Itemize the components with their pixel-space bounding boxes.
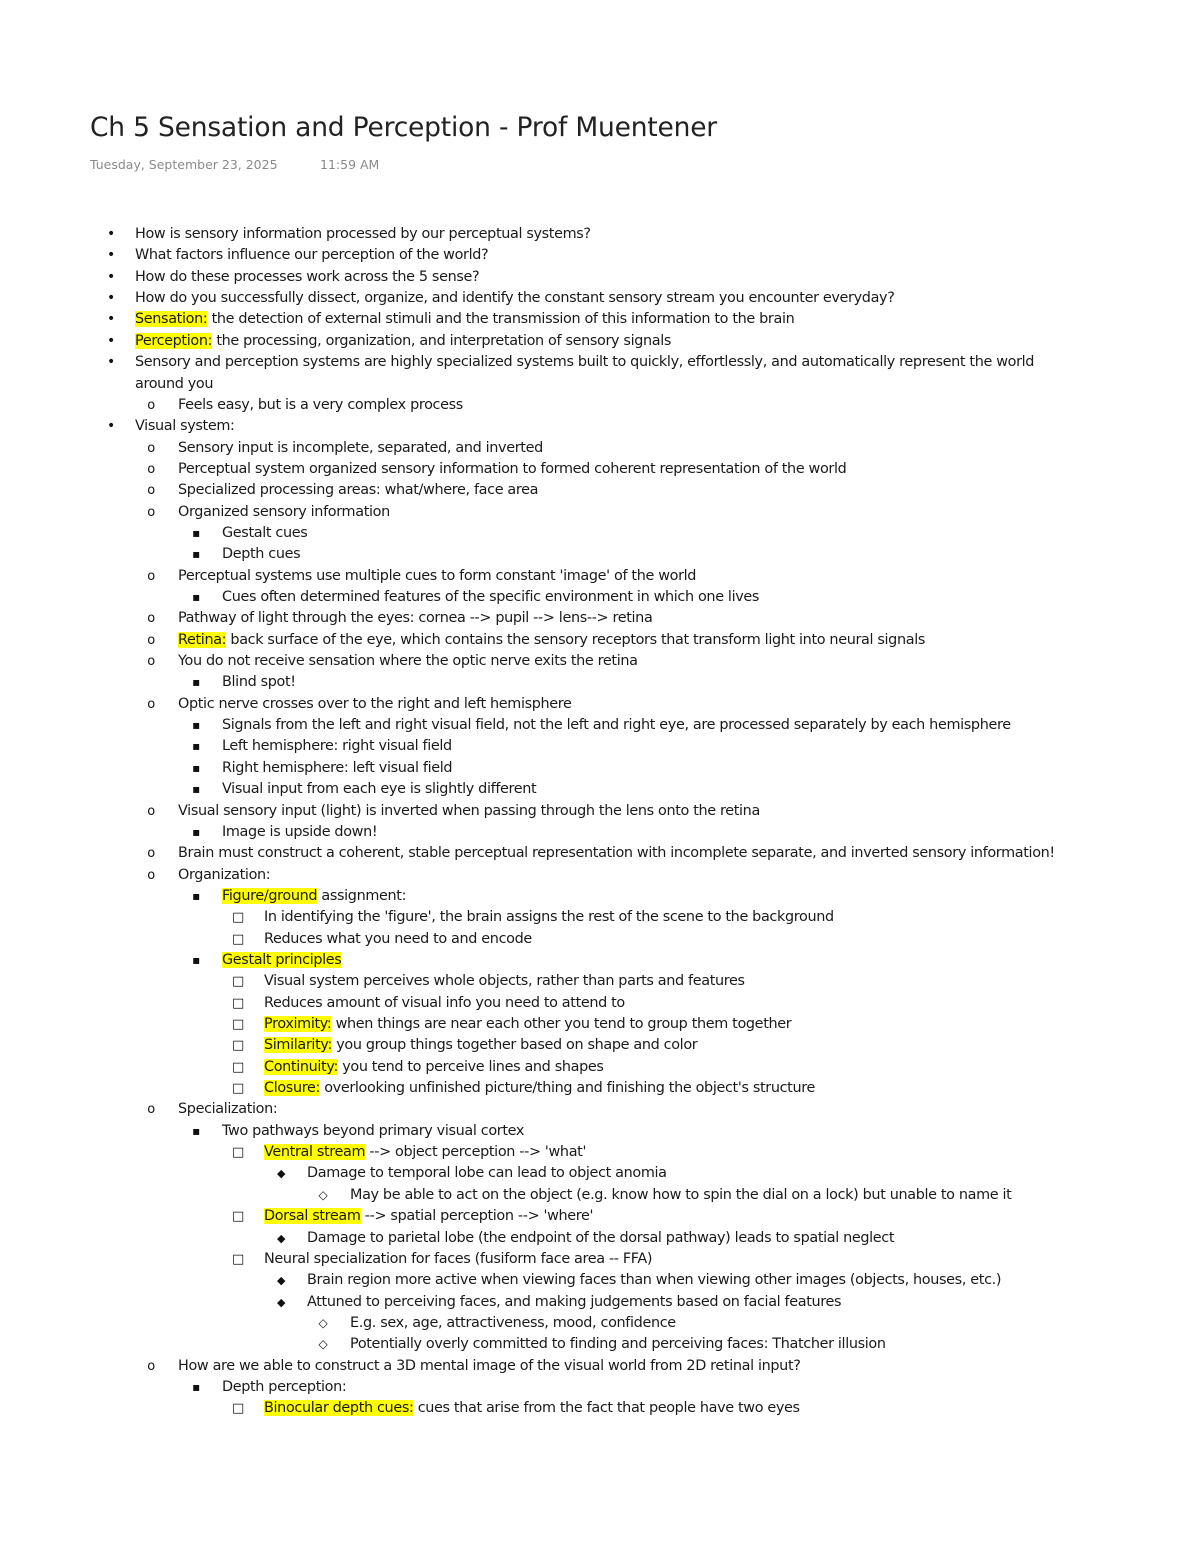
outline-text-body: --> spatial perception --> 'where' xyxy=(360,1208,594,1225)
outline-text-body: Perceptual systems use multiple cues to form constant 'image' of the world xyxy=(178,567,697,584)
outline-item xyxy=(0,930,1200,948)
bullet-circle-icon xyxy=(144,460,158,479)
highlighted-term: Binocular depth cues: xyxy=(264,1400,414,1417)
outline-text-body: Brain region more active when viewing faces than when viewing other images (objects, houses, etc.) xyxy=(307,1272,1002,1289)
outline-item xyxy=(0,1399,1200,1417)
page-time: 11:59 AM xyxy=(320,157,380,172)
outline-item xyxy=(0,375,1200,393)
outline-text xyxy=(178,1100,277,1118)
bullet-disc-icon xyxy=(104,310,118,328)
outline-text xyxy=(178,567,696,585)
outline-text xyxy=(350,1335,886,1353)
highlighted-term: Gestalt principles xyxy=(222,951,342,968)
bullet-diamond-icon xyxy=(274,1271,288,1290)
outline-text-body: How are we able to construct a 3D mental image of the visual world from 2D retinal input? xyxy=(178,1357,801,1374)
outline-text xyxy=(178,631,925,649)
outline-text-body: Left hemisphere: right visual field xyxy=(222,738,452,755)
outline-text xyxy=(135,246,488,264)
bullet-box-icon xyxy=(231,908,245,927)
outline-item xyxy=(0,524,1200,542)
outline-text xyxy=(350,1186,1011,1204)
outline-text xyxy=(178,652,638,670)
bullet-disc-icon xyxy=(104,353,118,371)
bullet-box-icon xyxy=(231,1036,245,1055)
outline-item xyxy=(0,972,1200,990)
outline-item xyxy=(0,460,1200,478)
outline-item xyxy=(0,844,1200,862)
outline-item xyxy=(0,695,1200,713)
outline-text-body: Damage to temporal lobe can lead to object anomia xyxy=(307,1165,667,1182)
highlighted-term: Figure/ground xyxy=(222,887,318,904)
bullet-square-icon xyxy=(189,1378,203,1396)
outline-text xyxy=(307,1164,667,1182)
note-body[interactable] xyxy=(0,225,1200,1435)
outline-text-body: E.g. sex, age, attractiveness, mood, confidence xyxy=(350,1314,676,1331)
outline-text-body: You do not receive sensation where the optic nerve exits the retina xyxy=(178,653,638,669)
outline-text-body: when things are near each other you tend to group them together xyxy=(331,1016,792,1032)
outline-text xyxy=(222,887,406,905)
outline-text-body: Blind spot! xyxy=(222,674,296,691)
outline-text-body: How is sensory information processed by our perceptual systems? xyxy=(135,226,591,242)
outline-text-body: Brain must construct a coherent, stable perceptual representation with incomplete separate, and inverted sensory information! xyxy=(178,845,1055,862)
bullet-square-icon xyxy=(189,780,203,798)
outline-item xyxy=(0,631,1200,649)
outline-item xyxy=(0,503,1200,521)
outline-text-body: Pathway of light through the eyes: cornea --> pupil --> lens--> retina xyxy=(178,610,653,627)
outline-text xyxy=(135,289,895,307)
bullet-circle-icon xyxy=(144,503,158,522)
outline-text-body: Feels easy, but is a very complex process xyxy=(178,396,463,413)
bullet-circle-icon xyxy=(144,609,158,628)
bullet-disc-icon xyxy=(104,417,118,435)
outline-text-body: Specialized processing areas: what/where, face area xyxy=(178,482,539,499)
outline-text-body: Perceptual system organized sensory information to formed coherent representation of the world xyxy=(178,460,847,477)
outline-text-body: Depth cues xyxy=(222,546,301,563)
page-timestamp xyxy=(90,157,380,172)
outline-text xyxy=(178,1357,801,1375)
outline-text-body: Neural specialization for faces (fusiform face area -- FFA) xyxy=(264,1250,653,1267)
bullet-square-icon xyxy=(189,588,203,606)
outline-text xyxy=(222,545,300,563)
outline-item xyxy=(0,268,1200,286)
highlighted-term: Ventral stream xyxy=(264,1144,366,1161)
bullet-disc-icon xyxy=(104,268,118,286)
outline-item xyxy=(0,1335,1200,1353)
outline-text-body: Two pathways beyond primary visual cortex xyxy=(222,1122,525,1139)
outline-text xyxy=(264,1399,800,1417)
outline-text-body: assignment: xyxy=(317,887,407,904)
outline-item xyxy=(0,1122,1200,1140)
outline-text-body: Visual sensory input (light) is inverted when passing through the lens onto the retina xyxy=(178,802,760,819)
outline-text xyxy=(135,332,671,350)
outline-text xyxy=(135,225,591,243)
outline-item xyxy=(0,951,1200,969)
highlighted-term: Continuity: xyxy=(264,1058,338,1075)
bullet-circle-icon xyxy=(144,631,158,650)
bullet-disc-icon xyxy=(104,246,118,264)
outline-text-body: How do you successfully dissect, organize, and identify the constant sensory stream you encounter everyday? xyxy=(135,290,895,307)
outline-text-body: What factors influence our perception of the world? xyxy=(135,247,489,264)
outline-item xyxy=(0,417,1200,435)
bullet-disc-icon xyxy=(104,332,118,350)
outline-text xyxy=(264,994,625,1012)
outline-text-body: Depth perception: xyxy=(222,1378,347,1395)
bullet-box-icon xyxy=(231,930,245,949)
outline-item xyxy=(0,887,1200,905)
outline-text xyxy=(135,310,794,328)
page-title: Ch 5 Sensation and Perception - Prof Muentener xyxy=(90,112,717,143)
outline-item xyxy=(0,759,1200,777)
outline-item xyxy=(0,439,1200,457)
bullet-circle-icon xyxy=(144,844,158,863)
outline-text-body: the detection of external stimuli and the transmission of this information to the brain xyxy=(207,311,795,328)
highlighted-term: Retina: xyxy=(178,631,227,648)
bullet-box-icon xyxy=(231,1015,245,1034)
bullet-diamond-icon xyxy=(274,1229,288,1248)
outline-item xyxy=(0,673,1200,691)
outline-item xyxy=(0,1250,1200,1268)
outline-text-body: Image is upside down! xyxy=(222,823,378,840)
outline-text xyxy=(135,375,213,393)
bullet-square-icon xyxy=(189,716,203,734)
outline-text-body: the processing, organization, and interpretation of sensory signals xyxy=(212,332,672,349)
outline-text xyxy=(178,844,1055,862)
bullet-circle-icon xyxy=(144,1357,158,1376)
highlighted-term: Perception: xyxy=(135,332,213,349)
outline-text xyxy=(222,737,452,755)
outline-text-body: around you xyxy=(135,375,214,392)
outline-item xyxy=(0,1357,1200,1375)
outline-text xyxy=(222,716,1011,734)
outline-text-body: Visual system: xyxy=(135,418,235,435)
outline-item xyxy=(0,1164,1200,1182)
bullet-square-icon xyxy=(189,524,203,542)
highlighted-term: Sensation: xyxy=(135,311,208,328)
bullet-open-diamond-icon xyxy=(316,1314,330,1332)
outline-item xyxy=(0,225,1200,243)
outline-text xyxy=(222,951,341,969)
outline-text-body: Potentially overly committed to finding and perceiving faces: Thatcher illusion xyxy=(350,1336,886,1353)
bullet-circle-icon xyxy=(144,396,158,415)
outline-item xyxy=(0,1271,1200,1289)
outline-item xyxy=(0,289,1200,307)
outline-text xyxy=(178,503,390,521)
outline-text xyxy=(307,1229,894,1247)
outline-text-body: How do these processes work across the 5 sense? xyxy=(135,268,480,285)
outline-item xyxy=(0,332,1200,350)
bullet-diamond-icon xyxy=(274,1164,288,1183)
bullet-open-diamond-icon xyxy=(316,1186,330,1204)
outline-item xyxy=(0,652,1200,670)
outline-text xyxy=(264,1079,815,1097)
highlighted-term: Closure: xyxy=(264,1080,320,1096)
outline-item xyxy=(0,1378,1200,1396)
bullet-circle-icon xyxy=(144,1100,158,1119)
outline-item xyxy=(0,353,1200,371)
outline-text xyxy=(178,481,538,499)
outline-text xyxy=(222,588,759,606)
bullet-circle-icon xyxy=(144,802,158,821)
outline-text-body: --> object perception --> 'what' xyxy=(365,1144,587,1161)
outline-text xyxy=(222,823,377,841)
outline-text-body: Visual system perceives whole objects, rather than parts and features xyxy=(264,973,745,990)
bullet-box-icon xyxy=(231,994,245,1013)
outline-item xyxy=(0,310,1200,328)
highlighted-term: Dorsal stream xyxy=(264,1208,361,1225)
outline-text-body: In identifying the 'figure', the brain assigns the rest of the scene to the background xyxy=(264,909,834,926)
outline-text-body: Sensory input is incomplete, separated, and inverted xyxy=(178,439,543,456)
bullet-square-icon xyxy=(189,1122,203,1140)
bullet-box-icon xyxy=(231,1058,245,1077)
bullet-disc-icon xyxy=(104,289,118,307)
outline-text-body: cues that arise from the fact that people have two eyes xyxy=(413,1400,800,1417)
outline-item xyxy=(0,396,1200,414)
outline-item xyxy=(0,1100,1200,1118)
outline-text-body: Gestalt cues xyxy=(222,524,308,541)
bullet-diamond-icon xyxy=(274,1293,288,1312)
outline-text-body: Organization: xyxy=(178,866,271,883)
outline-text xyxy=(135,268,479,286)
bullet-box-icon xyxy=(231,972,245,991)
outline-item xyxy=(0,716,1200,734)
bullet-box-icon xyxy=(231,1079,245,1098)
outline-item xyxy=(0,1015,1200,1033)
outline-text xyxy=(178,866,270,884)
bullet-box-icon xyxy=(231,1250,245,1269)
outline-text-body: Sensory and perception systems are highly specialized systems built to quickly, effortlessly, and automatically represent the world xyxy=(135,354,1035,371)
outline-text xyxy=(264,1143,586,1161)
highlighted-term: Similarity: xyxy=(264,1037,332,1054)
bullet-square-icon xyxy=(189,823,203,841)
bullet-square-icon xyxy=(189,737,203,755)
outline-item xyxy=(0,780,1200,798)
outline-item xyxy=(0,1314,1200,1332)
outline-text xyxy=(222,524,307,542)
outline-text xyxy=(222,673,296,691)
outline-text xyxy=(307,1271,1001,1289)
bullet-circle-icon xyxy=(144,481,158,500)
outline-text-body: Reduces what you need to and encode xyxy=(264,930,532,947)
outline-text-body: Optic nerve crosses over to the right and left hemisphere xyxy=(178,695,572,712)
bullet-square-icon xyxy=(189,887,203,905)
outline-text-body: Right hemisphere: left visual field xyxy=(222,759,453,776)
outline-text xyxy=(264,1207,593,1225)
bullet-square-icon xyxy=(189,673,203,691)
outline-text xyxy=(178,460,846,478)
outline-item xyxy=(0,1229,1200,1247)
outline-text-body: back surface of the eye, which contains the sensory receptors that transform light into neural signals xyxy=(226,631,925,648)
bullet-box-icon xyxy=(231,1207,245,1226)
outline-text xyxy=(264,1015,791,1033)
outline-text xyxy=(178,439,543,457)
outline-item xyxy=(0,588,1200,606)
outline-text xyxy=(178,802,760,820)
outline-item xyxy=(0,737,1200,755)
outline-text-body: Reduces amount of visual info you need to attend to xyxy=(264,994,625,1011)
outline-text-body: Visual input from each eye is slightly different xyxy=(222,781,537,798)
bullet-circle-icon xyxy=(144,866,158,885)
outline-text xyxy=(264,930,532,948)
outline-item xyxy=(0,481,1200,499)
bullet-open-diamond-icon xyxy=(316,1335,330,1353)
outline-text xyxy=(264,972,745,990)
bullet-box-icon xyxy=(231,1143,245,1162)
outline-text xyxy=(222,1378,346,1396)
bullet-disc-icon xyxy=(104,225,118,243)
outline-text xyxy=(178,695,572,713)
outline-item xyxy=(0,1058,1200,1076)
outline-text xyxy=(264,1250,652,1268)
outline-text-body: Organized sensory information xyxy=(178,503,390,520)
outline-text xyxy=(135,353,1034,371)
outline-text xyxy=(264,1058,604,1076)
outline-item xyxy=(0,1186,1200,1204)
outline-item xyxy=(0,545,1200,563)
outline-item xyxy=(0,1079,1200,1097)
bullet-circle-icon xyxy=(144,695,158,714)
outline-text xyxy=(350,1314,676,1332)
outline-text-body: you group things together based on shape and color xyxy=(332,1037,698,1054)
outline-item xyxy=(0,246,1200,264)
bullet-circle-icon xyxy=(144,567,158,586)
outline-item xyxy=(0,866,1200,884)
outline-item xyxy=(0,1143,1200,1161)
outline-text xyxy=(222,759,452,777)
outline-text-body: overlooking unfinished picture/thing and finishing the object's structure xyxy=(319,1080,815,1096)
outline-text xyxy=(264,1036,697,1054)
outline-text xyxy=(178,396,463,414)
bullet-circle-icon xyxy=(144,439,158,458)
bullet-square-icon xyxy=(189,759,203,777)
bullet-box-icon xyxy=(231,1399,245,1418)
outline-text xyxy=(264,908,834,926)
outline-item xyxy=(0,1207,1200,1225)
outline-text-body: Damage to parietal lobe (the endpoint of the dorsal pathway) leads to spatial neglect xyxy=(307,1229,895,1246)
outline-text-body: Cues often determined features of the specific environment in which one lives xyxy=(222,589,760,605)
outline-item xyxy=(0,994,1200,1012)
outline-text-body: May be able to act on the object (e.g. know how to spin the dial on a lock) but unable to name it xyxy=(350,1186,1012,1203)
outline-item xyxy=(0,567,1200,585)
outline-text-body: Attuned to perceiving faces, and making judgements based on facial features xyxy=(307,1293,842,1310)
outline-item xyxy=(0,1293,1200,1311)
outline-item xyxy=(0,823,1200,841)
page-date: Tuesday, September 23, 2025 xyxy=(90,157,278,172)
bullet-circle-icon xyxy=(144,652,158,671)
outline-text-body: Specialization: xyxy=(178,1101,278,1118)
outline-text xyxy=(178,609,652,627)
bullet-square-icon xyxy=(189,545,203,563)
outline-item xyxy=(0,1036,1200,1054)
outline-text-body: Signals from the left and right visual field, not the left and right eye, are processed separately by each hemisphere xyxy=(222,717,1011,734)
outline-text xyxy=(307,1293,841,1311)
outline-text xyxy=(222,780,536,798)
outline-text-body: you tend to perceive lines and shapes xyxy=(337,1058,604,1075)
outline-item xyxy=(0,908,1200,926)
bullet-square-icon xyxy=(189,951,203,969)
outline-text xyxy=(222,1122,524,1140)
outline-item xyxy=(0,802,1200,820)
highlighted-term: Proximity: xyxy=(264,1016,332,1032)
outline-text xyxy=(135,417,235,435)
outline-item xyxy=(0,609,1200,627)
